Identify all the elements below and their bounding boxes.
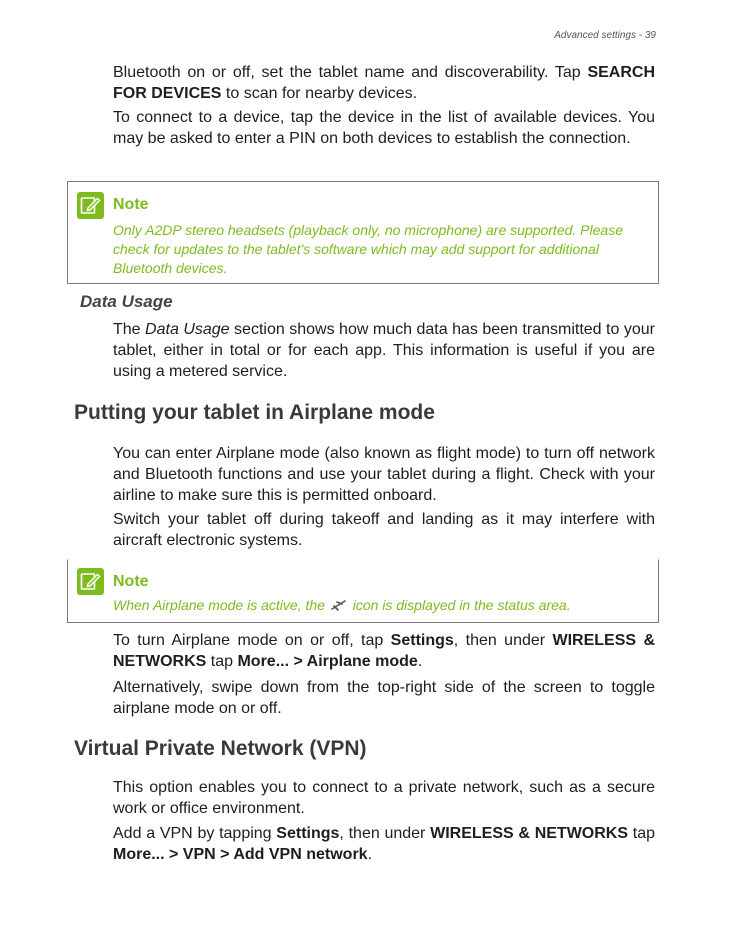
airplane-icon bbox=[331, 599, 347, 611]
running-header: Advanced settings - 39 bbox=[554, 30, 656, 41]
vpn-paragraph-1: This option enables you to connect to a private network, such as a secure work or office environment. bbox=[113, 779, 655, 817]
note-text: Only A2DP stereo headsets (playback only, no microphone) are supported. Please check for updates to the tablet's software which may add support for additional Bluetooth devices. bbox=[113, 222, 623, 276]
vpn-heading: Virtual Private Network (VPN) bbox=[74, 737, 367, 760]
pencil-note-icon bbox=[77, 192, 104, 219]
airplane-paragraph-4: Alternatively, swipe down from the top-right side of the screen to toggle airplane mode on or off. bbox=[113, 679, 655, 717]
pencil-note-icon bbox=[77, 568, 104, 595]
bluetooth-paragraph-2: To connect to a device, tap the device in the list of available devices. You may be asked to enter a PIN on both devices to establish the connection. bbox=[113, 109, 655, 147]
note-text: When Airplane mode is active, the icon is displayed in the status area. bbox=[113, 597, 571, 613]
data-usage-heading: Data Usage bbox=[80, 292, 173, 311]
airplane-mode-heading: Putting your tablet in Airplane mode bbox=[74, 401, 435, 424]
bluetooth-paragraph-1: Bluetooth on or off, set the tablet name and discoverability. Tap SEARCH FOR DEVICES to scan for nearby devices. bbox=[113, 64, 655, 102]
note-box-bluetooth bbox=[67, 181, 659, 284]
airplane-paragraph-1: You can enter Airplane mode (also known as flight mode) to turn off network and Bluetooth functions and use your tablet during a flight. Check with your airline to make sure this is permitted onboard. bbox=[113, 445, 655, 504]
search-for-devices-label: SEARCH FOR DEVICES bbox=[113, 64, 655, 102]
airplane-paragraph-2: Switch your tablet off during takeoff and landing as it may interfere with aircraft electronic systems. bbox=[113, 511, 655, 549]
data-usage-paragraph: The Data Usage section shows how much data has been transmitted to your tablet, either in total or for each app. This information is useful if you are using a metered service. bbox=[113, 321, 655, 380]
note-title: Note bbox=[113, 573, 149, 590]
airplane-paragraph-3: To turn Airplane mode on or off, tap Settings, then under WIRELESS & NETWORKS tap More... > Airplane mode. bbox=[113, 632, 655, 670]
note-box-airplane bbox=[67, 559, 659, 623]
vpn-paragraph-2: Add a VPN by tapping Settings, then under WIRELESS & NETWORKS tap More... > VPN > Add VPN network. bbox=[113, 825, 656, 863]
note-title: Note bbox=[113, 196, 149, 213]
